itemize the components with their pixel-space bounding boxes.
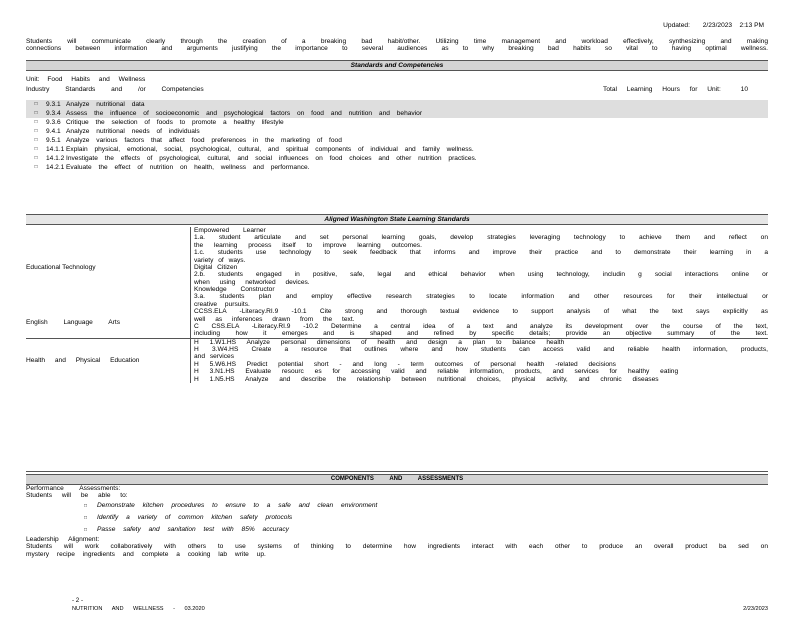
standard-text: Explain physical, emotional, social, psychological, cultural, and spiritual components of individual and family wellness. — [66, 145, 474, 153]
bullet-icon: □ — [34, 100, 38, 107]
footer-date: 2/23/2023 — [743, 605, 768, 612]
standard-item — [26, 100, 768, 109]
standard-text: Evaluate the effect of nutrition on health, wellness and performance. — [66, 163, 310, 171]
standard-item — [26, 109, 768, 118]
standards-competencies-header: Standards and Competencies — [26, 60, 768, 71]
tech-line: Digital Citizen — [194, 263, 238, 271]
updated-date: 2/23/2023 — [702, 22, 733, 29]
description-line-2: connections between information and arguments justifying the importance to several audiences as to why breaking bad habits so vital to having optimal wellness. — [26, 45, 768, 53]
tech-line: Knowledge Constructor — [194, 286, 275, 293]
assessment-text: Identify a variety of common kitchen safety protocols — [97, 513, 293, 521]
standard-text: Analyze nutritional needs of individuals — [66, 127, 200, 135]
standard-text: Analyze various factors that affect food preferences in the marketing of food — [66, 136, 342, 144]
health-row — [26, 338, 768, 383]
tech-row — [26, 227, 768, 308]
tech-line: creative pursuits. — [194, 300, 250, 308]
ela-row — [26, 308, 768, 338]
ela-line: C CSS.ELA -Literacy.RI.9 -10.2 Determine a central idea of a text and analyze its development over the course of the text, — [194, 322, 768, 330]
tech-line: Empowered Learner — [194, 227, 266, 234]
bullet-icon: □ — [84, 502, 88, 509]
ela-standards-cell — [191, 308, 769, 338]
standard-number: 14.1.2 — [46, 154, 65, 162]
updated-label: Updated: — [663, 22, 690, 29]
unit-info — [26, 76, 768, 96]
standard-number: 9.5.1 — [46, 136, 61, 144]
total-hours-value: 10 — [740, 86, 748, 93]
health-line: and services — [194, 353, 235, 361]
ela-line: CCSS.ELA -Literacy.RI.9 -10.1 Cite strong and thorough textual evidence to support analysis of what the text says explicitly as — [194, 308, 768, 316]
health-line: H 1.N5.HS Analyze and describe the relationship between nutritional choices, physical activity, and chronic diseases — [194, 375, 659, 383]
industry-row — [26, 86, 768, 96]
standard-text: Investigate the effects of psychological, cultural, and social influences on food choices and other nutrition practices. — [66, 154, 477, 162]
leadership-line-2: mystery recipe ingredients and complete a cooking lab write up. — [26, 550, 266, 558]
bullet-icon: □ — [34, 154, 38, 161]
bullet-icon: □ — [84, 514, 88, 521]
bullet-icon: □ — [34, 118, 38, 125]
standard-item — [26, 127, 768, 136]
tech-standards-cell — [191, 227, 769, 308]
tech-line: 2.b. students engaged in positive, safe, legal and ethical behavior when using technology, includin g social interactions online or — [194, 271, 768, 279]
subject-health-physical-education: Health and Physical Education — [26, 338, 191, 383]
tech-line: when using networked devices. — [194, 278, 310, 286]
aligned-standards-header: Aligned Washington State Learning Standards — [26, 214, 768, 225]
tech-line: the learning process itself to improve learning outcomes. — [194, 241, 422, 249]
total-hours-label: Total Learning Hours for Unit: — [603, 86, 721, 93]
health-standards-cell — [191, 338, 769, 383]
standard-item — [26, 163, 768, 172]
bullet-icon: □ — [34, 109, 38, 116]
unit-name: Food Habits and Wellness — [47, 76, 146, 83]
footer-row — [72, 606, 768, 612]
updated-time: 2:13 PM — [739, 22, 764, 29]
standard-number: 14.2.1 — [46, 163, 65, 171]
components-section — [26, 484, 768, 558]
standard-number: 9.3.4 — [46, 109, 61, 117]
industry-standards-list — [26, 100, 768, 172]
health-line: H 5.W6.HS Predict potential short - and long - term outcomes of personal health -related decisions — [194, 360, 616, 368]
leadership-line-1: Students will work collaboratively with others to use systems of thinking to determine how ingredients interact with each other to produce an overall product ba sed on — [26, 543, 768, 551]
bullet-icon: □ — [34, 127, 38, 134]
students-able: Students will be able to: — [26, 492, 128, 500]
standard-item — [26, 118, 768, 127]
ela-line: including how it emerges and is shaped and refined by specific details; provide an objective summary of the text. — [194, 330, 768, 338]
standard-text: Analyze nutritional data — [66, 100, 145, 108]
tech-line: 1.a. student articulate and set personal learning goals, develop strategies leveraging technology to achieve them and reflect on — [194, 234, 768, 242]
standard-text: Assess the influence of socioeconomic and psychological factors on food and nutrition and behavior — [66, 109, 423, 117]
standard-number: 9.3.6 — [46, 118, 61, 126]
assessment-text: Demonstrate kitchen procedures to ensure to a safe and clean environment — [97, 501, 378, 509]
standard-item — [26, 154, 768, 163]
standard-number: 9.4.1 — [46, 127, 61, 135]
health-line: H 3.W4.HS Create a resource that outlines where and how students can access valid and reliable health information, products, — [194, 346, 768, 353]
bullet-icon: □ — [34, 136, 38, 143]
assessment-item — [26, 524, 768, 536]
unit-label: Unit: — [26, 76, 40, 83]
standard-text: Critique the selection of foods to promote a healthy lifestyle — [66, 118, 284, 126]
bullet-icon: □ — [34, 145, 38, 152]
health-line: H 1.W1.HS Analyze personal dimensions of health and design a plan to balance health — [194, 338, 565, 346]
total-hours — [603, 86, 748, 93]
aligned-standards-table — [26, 227, 768, 383]
unit-row — [26, 76, 768, 86]
performance-label: Performance Assessments: — [26, 485, 121, 492]
page-number: - 2 - — [72, 597, 84, 604]
assessment-item — [26, 500, 768, 512]
standard-number: 9.3.1 — [46, 100, 61, 108]
tech-line: variety of ways. — [194, 256, 246, 264]
subject-english-language-arts: English Language Arts — [26, 319, 120, 327]
bullet-icon: □ — [34, 163, 38, 170]
bullet-icon: □ — [84, 526, 88, 533]
subject-educational-technology: Educational Technology — [26, 263, 96, 271]
ela-line: well as inferences drawn from the text. — [194, 315, 355, 323]
health-line: H 3.N1.HS Evaluate resourc es for accessing valid and reliable information, products, and services for healthy eating — [194, 368, 679, 376]
footer-course: NUTRITION AND WELLNESS - 03.2020 — [72, 605, 205, 612]
tech-line: 1.c. students use technology to seek feedback that informs and improve their practice and to demonstrate their learning in a — [194, 249, 768, 257]
assessment-text: Passe safety and sanitation test with 85% accuracy — [97, 525, 289, 533]
standard-item — [26, 145, 768, 154]
page-footer — [72, 598, 768, 612]
standard-item — [26, 136, 768, 145]
assessment-item — [26, 512, 768, 524]
leadership-label: Leadership Alignment: — [26, 535, 100, 543]
updated-stamp — [22, 22, 764, 29]
components-assessments-header: COMPONENTS AND ASSESSMENTS — [26, 474, 768, 485]
industry-label: Industry Standards and /or Competencies — [26, 86, 204, 93]
tech-line: 3.a. students plan and employ effective research strategies to locate information and other resources for their intellectual or — [194, 293, 768, 301]
standard-number: 14.1.1 — [46, 145, 65, 153]
unit-description — [26, 38, 768, 53]
description-line-1: Students will communicate clearly through the creation of a breaking bad habit/other. Utilizing time management and workload effectively, synthesizing and making — [26, 38, 768, 45]
